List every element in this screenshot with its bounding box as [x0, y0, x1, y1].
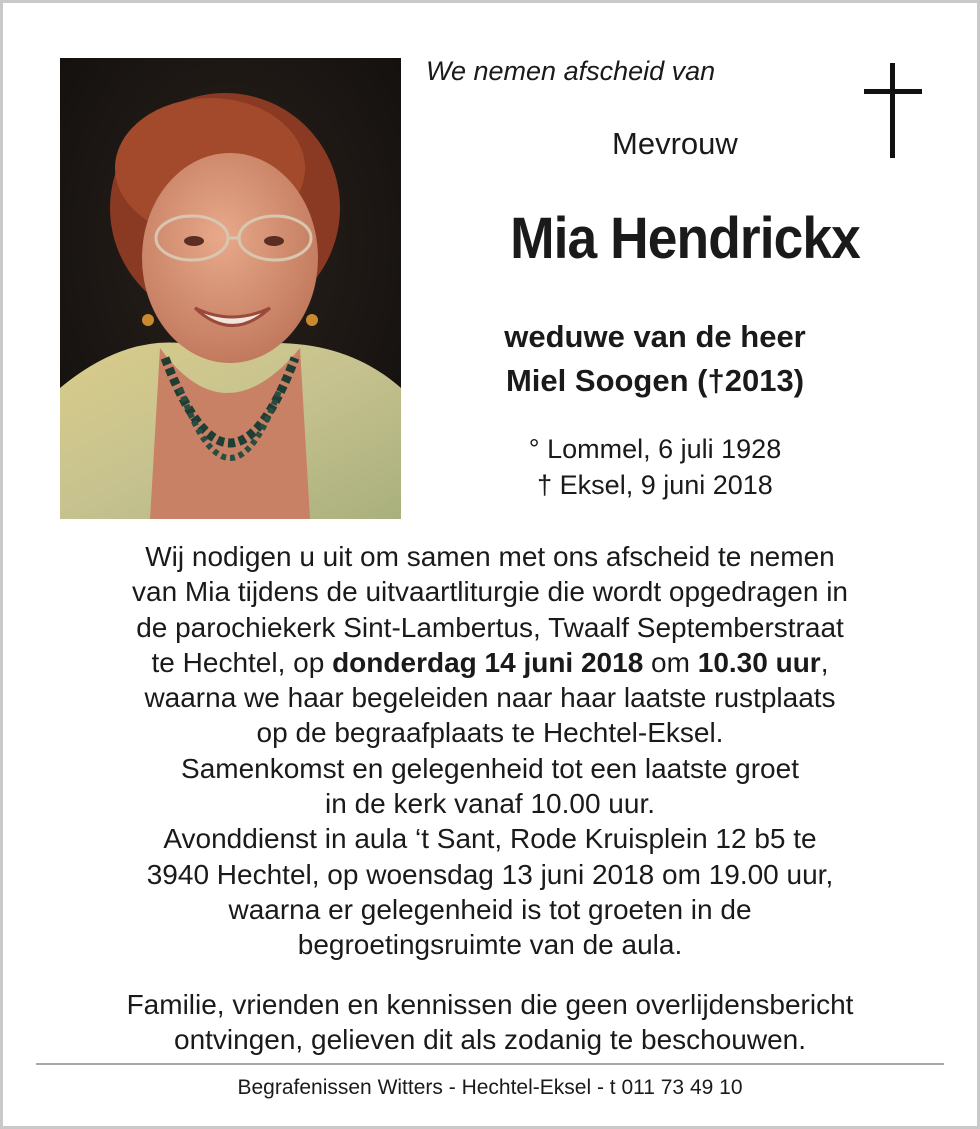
life-dates [440, 431, 870, 503]
intro-text: We nemen afscheid van [426, 56, 716, 86]
body-line: op de begraafplaats te Hechtel-Eksel. [256, 717, 724, 749]
funeral-home-footer: Begrafenissen Witters - Hechtel-Eksel - t 011 73 49 10 [237, 1076, 743, 1099]
birth-date: ° Lommel, 6 juli 1928 [528, 434, 782, 464]
closing-line-2: ontvingen, gelieven dit als zodanig te beschouwen. [174, 1024, 806, 1055]
death-date: † Eksel, 9 juni 2018 [537, 470, 773, 500]
portrait-illustration [60, 58, 401, 519]
body-line: begroetingsruimte van de aula. [297, 929, 683, 961]
body-line-service [40, 645, 940, 680]
salutation: Mevrouw [612, 126, 738, 161]
body-line: in de kerk vanaf 10.00 uur. [325, 788, 655, 820]
body-text-segment: , [820, 646, 829, 678]
closing-text [40, 987, 940, 1057]
body-line: Avonddienst in aula ‘t Sant, Rode Kruisplein 12 b5 te [163, 823, 817, 855]
body-line: waarna we haar begeleiden naar haar laatste rustplaats [144, 682, 836, 714]
body-text-segment: te Hechtel, op [151, 646, 333, 678]
spouse-info [440, 315, 870, 403]
body-text-segment: om [643, 646, 698, 678]
cross-icon [864, 63, 922, 158]
portrait-photo [60, 58, 401, 519]
divider [36, 1063, 944, 1065]
body-line: van Mia tijdens de uitvaartliturgie die wordt opgedragen in [132, 576, 848, 608]
service-date: donderdag 14 juni 2018 [332, 646, 644, 678]
body-line: Samenkomst en gelegenheid tot een laatste groet [181, 752, 799, 784]
spouse-line-2: Miel Soogen (†2013) [505, 363, 805, 398]
body-line: 3940 Hechtel, op woensdag 13 juni 2018 om 19.00 uur, [146, 858, 834, 890]
spouse-line-1: weduwe van de heer [504, 319, 806, 354]
body-line: de parochiekerk Sint-Lambertus, Twaalf Septemberstraat [136, 611, 844, 643]
body-line: Wij nodigen u uit om samen met ons afscheid te nemen [145, 541, 835, 572]
invitation-text [40, 539, 940, 963]
closing-line-1: Familie, vrienden en kennissen die geen overlijdensbericht [126, 989, 854, 1020]
body-line: waarna er gelegenheid is tot groeten in de [228, 893, 752, 925]
deceased-name: Mia Hendrickx [510, 206, 860, 271]
service-time: 10.30 uur [697, 646, 821, 678]
